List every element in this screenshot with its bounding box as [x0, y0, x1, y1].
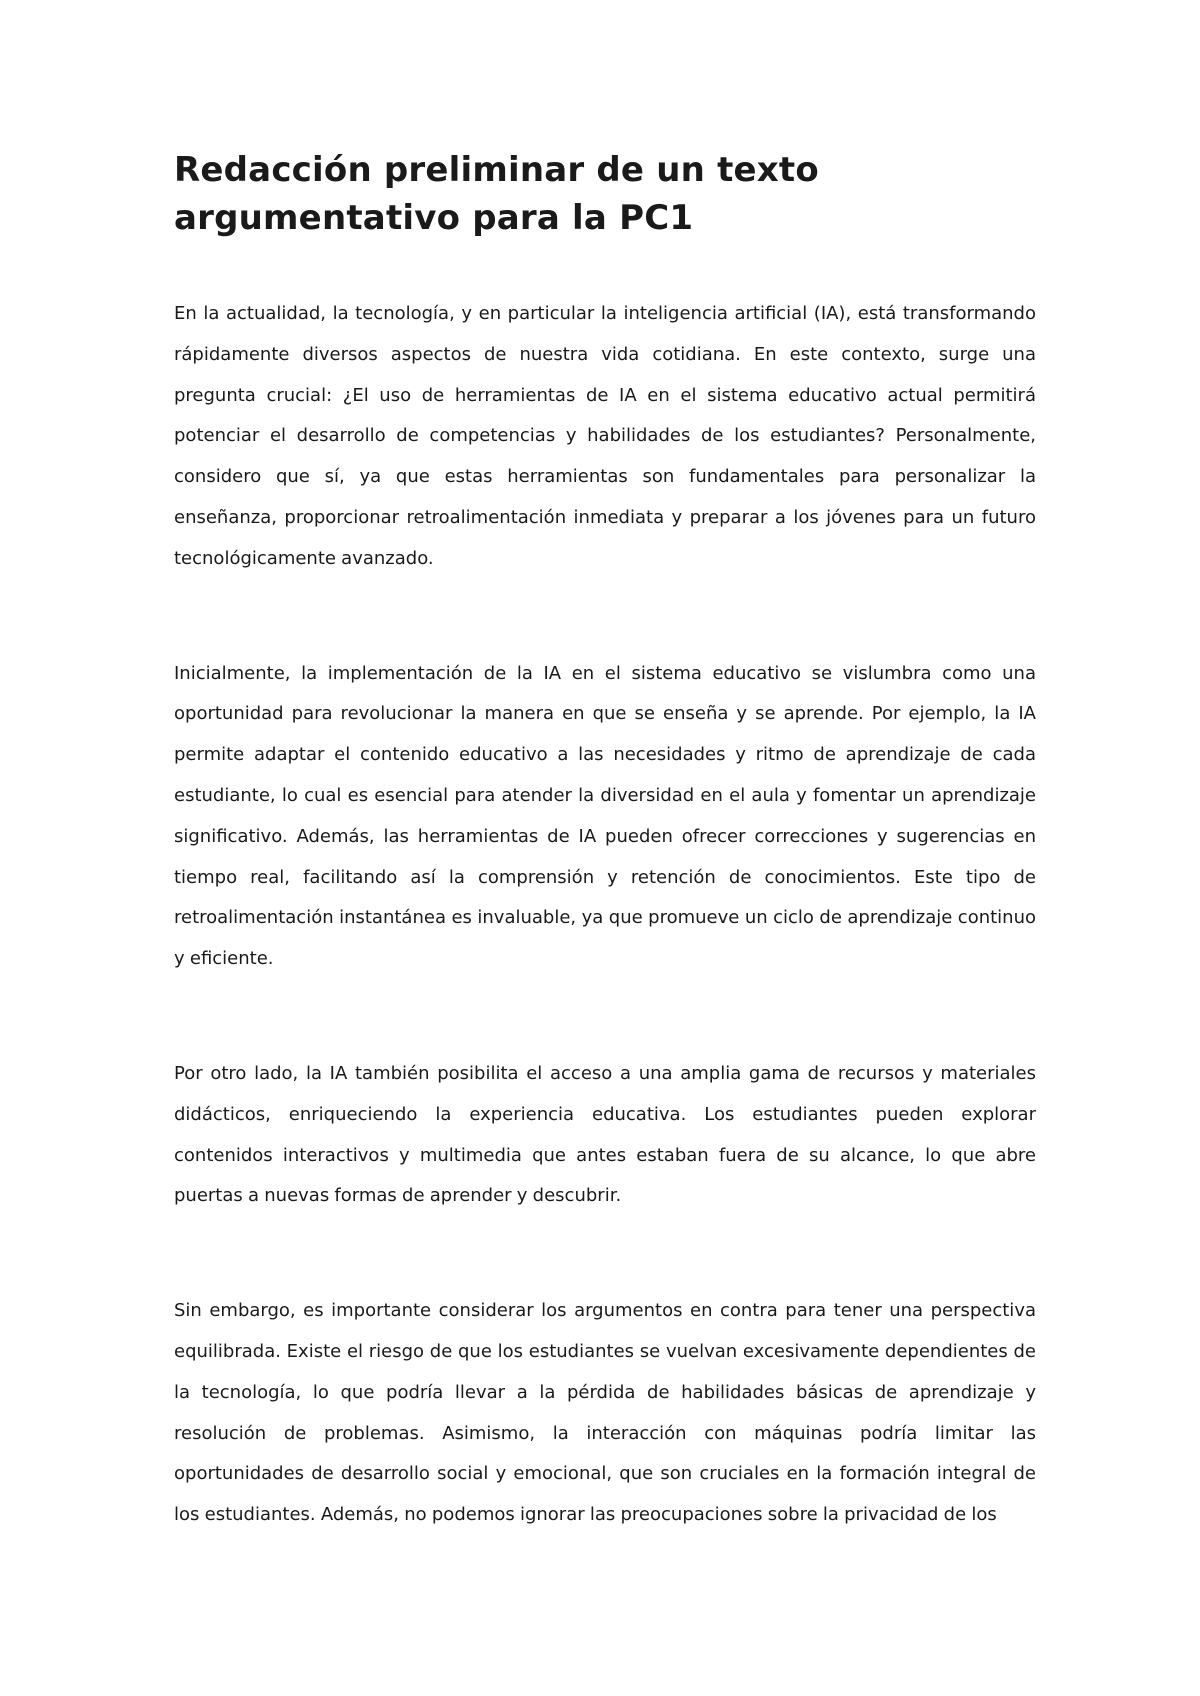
paragraph-argument-1: Inicialmente, la implementación de la IA en el sistema educativo se vislumbra como una oportunidad para revolucionar la manera en que se enseña y se aprende. Por ejemplo, la IA permite adaptar el contenido educativo a las necesidades y ritmo de aprendizaje de cada estudiante, lo cual es esencial para atender la diversidad en el aula y fomentar un aprendizaje significativo. Además, las herramientas de IA pueden ofrecer correcciones y sugerencias en tiempo real, facilitando así la comprensión y retención de conocimientos. Este tipo de retroalimentación instantánea es invaluable, ya que promueve un ciclo de aprendizaje continuo y eficiente.: [174, 662, 1036, 970]
document-page: [174, 146, 1036, 1536]
paragraph-counterargument: Sin embargo, es importante considerar los argumentos en contra para tener una perspectiva equilibrada. Existe el riesgo de que los estudiantes se vuelvan excesivamente dependientes de la tecnología, lo que podría llevar a la pérdida de habilidades básicas de aprendizaje y resolución de problemas. Asimismo, la interacción con máquinas podría limitar las oportunidades de desarrollo social y emocional, que son cruciales en la formación integral de los estudiantes. Además, no podemos ignorar las preocupaciones sobre la privacidad de los: [174, 1300, 1036, 1526]
paragraph-introduction: En la actualidad, la tecnología, y en particular la inteligencia artificial (IA), está transformando rápidamente diversos aspectos de nuestra vida cotidiana. En este contexto, surge una pregunta crucial: ¿El uso de herramientas de IA en el sistema educativo actual permitirá potenciar el desarrollo de competencias y habilidades de los estudiantes? Personalmente, considero que sí, ya que estas herramientas son fundamentales para personalizar la enseñanza, proporcionar retroalimentación inmediata y preparar a los jóvenes para un futuro tecnológicamente avanzado.: [174, 303, 1036, 569]
document-title: Redacción preliminar de un texto argumentativo para la PC1: [174, 150, 819, 238]
paragraph-argument-2: Por otro lado, la IA también posibilita el acceso a una amplia gama de recursos y materiales didácticos, enriqueciendo la experiencia educativa. Los estudiantes pueden explorar contenidos interactivos y multimedia que antes estaban fuera de su alcance, lo que abre puertas a nuevas formas de aprender y descubrir.: [174, 1062, 1036, 1207]
